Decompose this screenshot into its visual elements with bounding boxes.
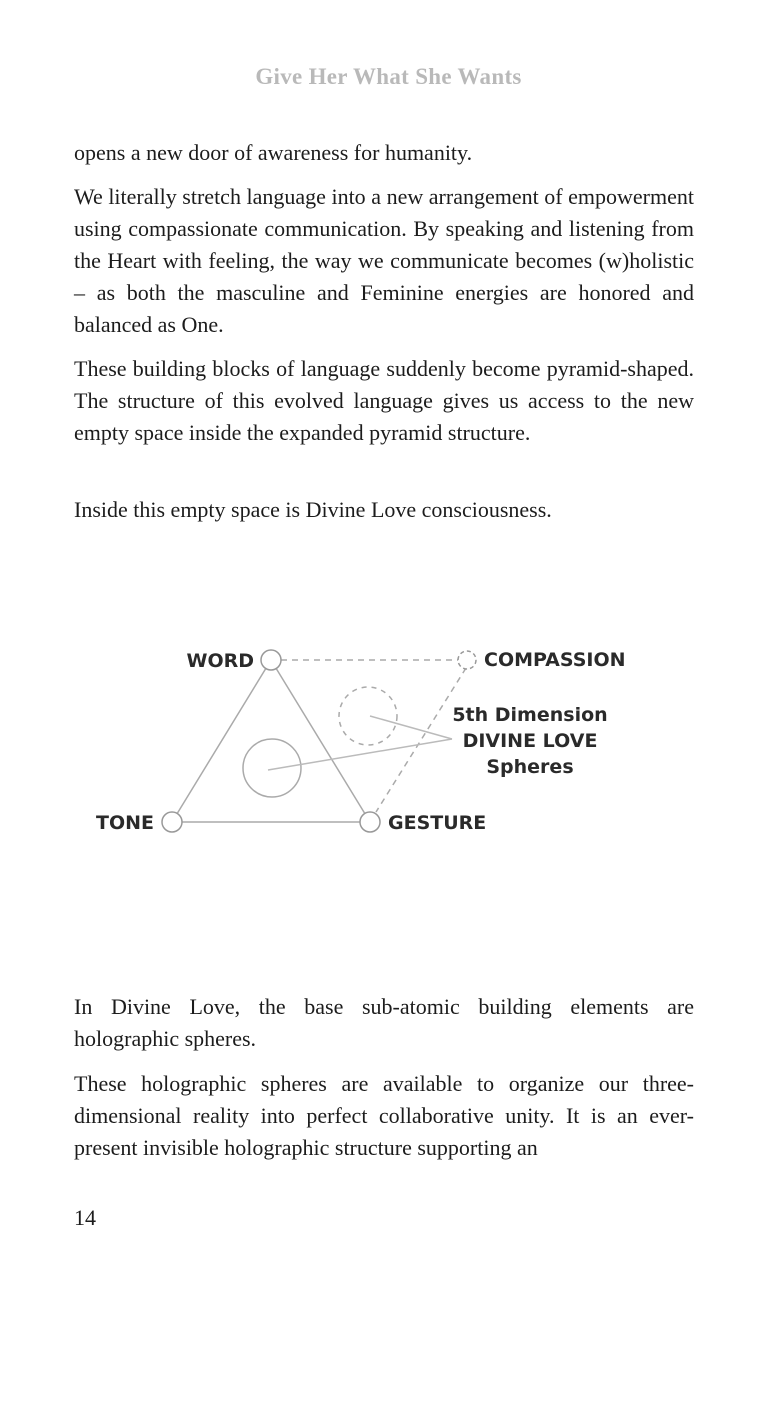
paragraph: In Divine Love, the base sub-atomic building elements are holographic spheres.: [74, 994, 694, 1051]
label-word: WORD: [186, 650, 254, 672]
pyramid-diagram-svg: [0, 600, 777, 880]
label-gesture: GESTURE: [388, 812, 487, 834]
node-tone: [162, 812, 182, 832]
triangle-edge-word-tone: [172, 660, 271, 822]
label-divine-love: DIVINE LOVE: [462, 730, 598, 752]
label-tone: TONE: [96, 812, 154, 834]
pointer-line-dashed-sphere: [370, 716, 452, 739]
pyramid-diagram: [0, 600, 777, 880]
label-5th-dimension: 5th Dimension: [452, 704, 608, 726]
paragraph: These building blocks of language suddenly become pyramid-shaped. The structure of this evolved language gives us access to the new empty space inside the expanded pyramid structure.: [74, 356, 694, 445]
triangle-edge-word-gesture: [271, 660, 370, 822]
node-word: [261, 650, 281, 670]
label-compassion: COMPASSION: [484, 649, 626, 671]
paragraph: We literally stretch language into a new arrangement of empowerment using compassionate communication. By speaking and listening from the Heart with feeling, the way we communicate becomes (w)holistic – as both the masculine and Feminine energies are honored and balanced as One.: [74, 184, 694, 337]
label-spheres: Spheres: [486, 756, 574, 778]
paragraph: These holographic spheres are available to organize our three-dimensional reality into perfect collaborative unity. It is an ever-present invisible holographic structure supporting an: [74, 1071, 694, 1160]
node-gesture: [360, 812, 380, 832]
node-compassion: [458, 651, 476, 669]
dashed-edge-compassion-gesture: [376, 668, 466, 812]
running-head-title: Give Her What She Wants: [255, 64, 522, 89]
solid-sphere: [243, 739, 301, 797]
page-number: 14: [74, 1205, 96, 1230]
paragraph: opens a new door of awareness for humanity.: [74, 140, 473, 165]
dashed-sphere: [339, 687, 397, 745]
paragraph: Inside this empty space is Divine Love consciousness.: [74, 497, 552, 522]
